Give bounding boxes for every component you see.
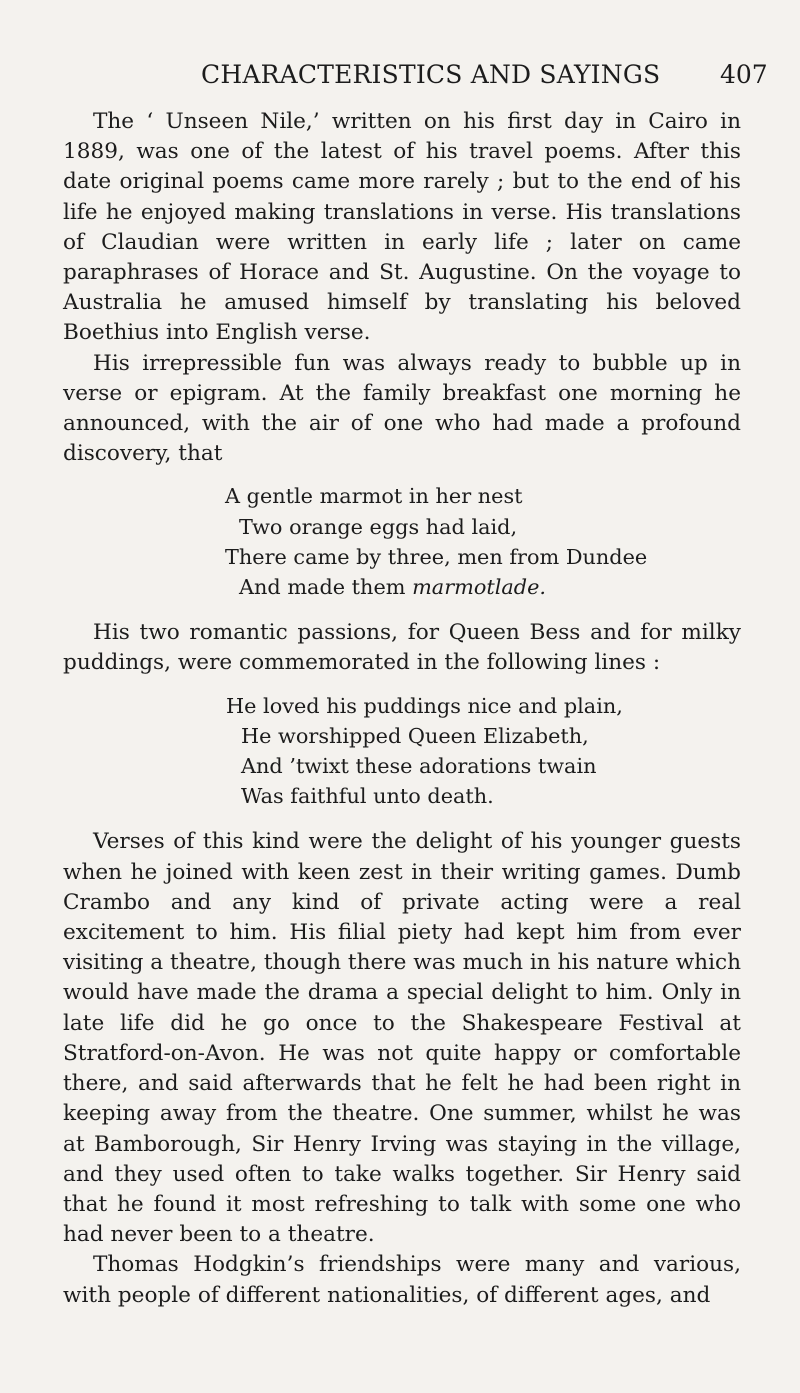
verse-line-italic: marmotlade. <box>412 575 547 600</box>
verse-line <box>63 572 741 602</box>
verse-marmot <box>63 481 741 602</box>
body-text <box>63 107 741 1311</box>
paragraph-friendships: Thomas Hodgkin’s friendships were many and various, with people of different nationalities, of different ages, and <box>63 1252 741 1308</box>
verse-line: He worshipped Queen Elizabeth, <box>241 723 589 748</box>
verse-line: Two orange eggs had laid, <box>239 514 518 539</box>
verse-line-prefix: And made them <box>239 575 413 600</box>
verse-line: A gentle marmot in her nest <box>225 484 523 509</box>
verse-line: Was faithful unto death. <box>241 784 494 809</box>
verse-line: And ’twixt these adorations twain <box>241 754 597 779</box>
running-title: CHARACTERISTICS AND SAYINGS <box>201 60 661 89</box>
paragraph-irrepressible-fun: His irrepressible fun was always ready to bubble up in verse or epigram. At the family breakfast one morning he announced, with the air of one who had made a profound discovery, that <box>63 350 741 467</box>
page-number: 407 <box>720 60 768 89</box>
verse-line: He loved his puddings nice and plain, <box>226 693 623 718</box>
verse-puddings <box>63 691 741 812</box>
paragraph-writing-games: Verses of this kind were the delight of his younger guests when he joined with keen zest in their writing games. Dumb Crambo and any kind of private acting were a real excitement to him. His filial piety had kept him from ever visiting a theatre, though there was much in his nature which would have made the drama a special delight to him. Only in late life did he go once to the Shakespeare Festival at Stratford-on-Avon. He was not quite happy or comfortable there, and said afterwards that he felt he had been right in keeping away from the theatre. One summer, whilst he was at Bamborough, Sir Henry Irving was staying in the village, and they used often to take walks together. Sir Henry said that he found it most refreshing to talk with some one who had never been to a theatre. <box>63 829 741 1248</box>
verse-line: There came by three, men from Dundee <box>225 544 648 569</box>
paragraph-unseen-nile: The ‘ Unseen Nile,’ written on his first day in Cairo in 1889, was one of the latest of his travel poems. After this date original poems came more rarely ; but to the end of his life he enjoyed making translations in verse. His translations of Claudian were written in early life ; later on came paraphrases of Horace and St. Augustine. On the voyage to Australia he amused himself by translating his beloved Boethius into English verse. <box>63 109 741 346</box>
paragraph-romantic-passions: His two romantic passions, for Queen Bess and for milky puddings, were commemorated in the following lines : <box>63 620 741 676</box>
